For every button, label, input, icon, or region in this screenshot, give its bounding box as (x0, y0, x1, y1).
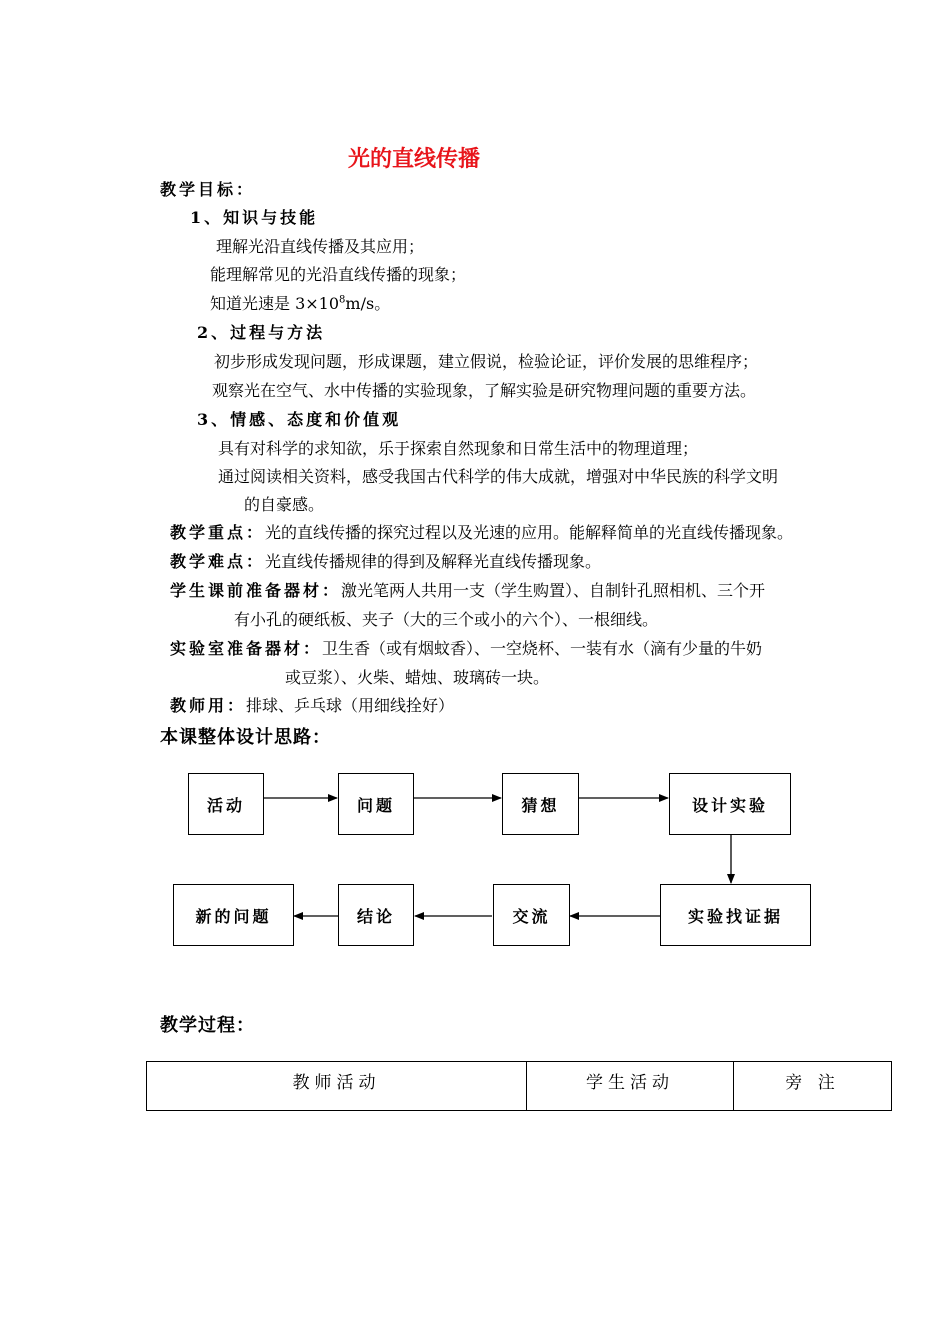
light-speed-unit: m/s。 (345, 294, 391, 313)
difficulties-label: 教学难点： (170, 552, 266, 571)
flow-guess: 猜想 (502, 773, 579, 835)
header-student-activity: 学生活动 (527, 1062, 734, 1111)
knowledge-line: 能理解常见的光沿直线传播的现象； (210, 265, 467, 284)
key-points-text: 光的直线传播的探究过程以及光速的应用。能解释简单的光直线传播现象。 (265, 523, 794, 542)
knowledge-line: 理解光沿直线传播及其应用； (216, 237, 425, 256)
lab-equipment-cont: 或豆浆）、火柴、蜡烛、玻璃砖一块。 (285, 668, 550, 687)
flow-conclusion: 结论 (338, 884, 414, 946)
page-title: 光的直线传播 (348, 146, 481, 172)
process-line: 初步形成发现问题，形成课题，建立假说，检验论证，评价发展的思维程序； (214, 352, 759, 371)
flow-new-question: 新的问题 (173, 884, 294, 946)
difficulties-text: 光直线传播规律的得到及解释光直线传播现象。 (265, 552, 602, 571)
flow-question: 问题 (338, 773, 414, 835)
header-notes: 旁 注 (734, 1062, 892, 1111)
design-heading: 本课整体设计思路： (160, 727, 331, 748)
lab-equipment-label: 实验室准备器材： (170, 639, 323, 658)
process-section-heading: 教学过程： (160, 1015, 255, 1036)
attitude-line: 通过阅读相关资料，感受我国古代科学的伟大成就，增强对中华民族的科学文明 (218, 467, 779, 486)
objectives-heading: 教学目标： (160, 180, 256, 199)
table-header-row (147, 1062, 892, 1111)
attitude-heading: 3、情感、态度和价值观 (197, 410, 402, 429)
process-table (146, 1061, 892, 1111)
student-equipment-label: 学生课前准备器材： (170, 581, 342, 600)
attitude-line: 具有对科学的求知欲，乐于探索自然现象和日常生活中的物理道理； (218, 439, 699, 458)
flow-design-experiment: 设计实验 (669, 773, 791, 835)
light-speed-prefix: 知道光速是 3×10 (210, 294, 340, 313)
teacher-equipment-text: 排球、乒乓球（用细线拴好） (246, 696, 455, 715)
process-line: 观察光在空气、水中传播的实验现象，了解实验是研究物理问题的重要方法。 (212, 381, 757, 400)
teacher-equipment-label: 教师用： (170, 696, 247, 715)
key-points-label: 教学重点： (170, 523, 266, 542)
header-teacher-activity: 教师活动 (147, 1062, 527, 1111)
attitude-line: 的自豪感。 (244, 495, 325, 514)
lab-equipment-text: 卫生香（或有烟蚊香）、一空烧杯、一装有水（滴有少量的牛奶 (322, 639, 763, 658)
flow-exchange: 交流 (493, 884, 570, 946)
light-speed-exponent: 8 (339, 294, 346, 306)
student-equipment-cont: 有小孔的硬纸板、夹子（大的三个或小的六个）、一根细线。 (234, 610, 659, 629)
student-equipment-text: 激光笔两人共用一支（学生购置）、自制针孔照相机、三个开 (341, 581, 766, 600)
knowledge-heading: 1、知识与技能 (190, 208, 319, 227)
flow-activity: 活动 (188, 773, 264, 835)
flow-find-evidence: 实验找证据 (660, 884, 811, 946)
process-heading: 2、过程与方法 (197, 323, 326, 342)
